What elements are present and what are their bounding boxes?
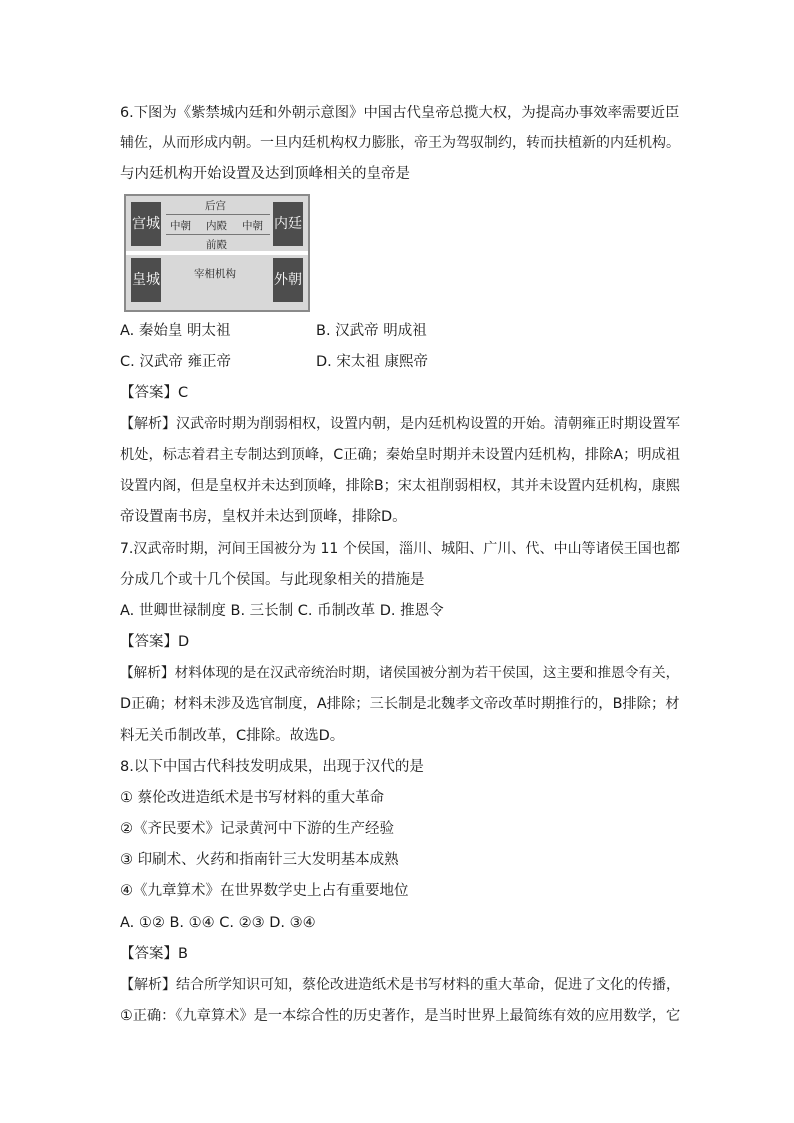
q8-analysis-line-2: ①正确：《九章算术》是一本综合性的历史著作，是当时世界上最简练有效的应用数学，它: [120, 1008, 681, 1024]
q6-option-d: D. 宋太祖 康熙帝: [316, 354, 428, 370]
q6-option-c: C. 汉武帝 雍正帝: [120, 354, 231, 370]
q7-stem-line-2: 分成几个或十几个侯国。与此现象相关的措施是: [120, 572, 425, 588]
q6-option-a: A. 秦始皇 明太祖: [120, 323, 231, 339]
q8-answer: 【答案】B: [120, 946, 188, 962]
q8-item-1: ① 蔡伦改进造纸术是书写材料的重大革命: [120, 790, 385, 806]
q6-analysis-line-3: 设置内阁，但是皇权并未达到顶峰，排除B；宋太祖削弱相权，其并未设置内廷机构，康熙: [120, 478, 680, 494]
zaixiang-label: 宰相机构: [194, 268, 236, 280]
q6-analysis-line-4: 帝设置南书房，皇权并未达到顶峰，排除D。: [120, 509, 407, 525]
zhongchao-right-label: 中朝: [242, 220, 263, 232]
diagram-rule-top: [166, 214, 270, 215]
hougong-label: 后宫: [205, 200, 226, 212]
waichao-box: 外朝: [273, 258, 303, 302]
q6-option-b: B. 汉武帝 明成祖: [316, 323, 427, 339]
q8-item-3: ③ 印刷术、火药和指南针三大发明基本成熟: [120, 852, 399, 868]
q7-answer: 【答案】D: [120, 634, 190, 650]
q6-answer: 【答案】C: [120, 385, 189, 401]
q7-stem-line-1: 7.汉武帝时期，河间王国被分为 11 个侯国，淄川、城阳、广川、代、中山等诸侯王国也都: [120, 541, 680, 557]
q6-analysis-line-1: 【解析】汉武帝时期为削弱相权，设置内朝，是内廷机构设置的开始。清朝雍正时期设置军: [120, 416, 680, 432]
qiandian-label: 前殿: [206, 239, 227, 251]
q6-stem-line-2: 辅佐，从而形成内朝。一旦内廷机构权力膨胀，帝王为驾驭制约，转而扶植新的内廷机构。: [120, 135, 680, 151]
diagram-rule-bottom: [166, 234, 270, 235]
q7-analysis-line-1: 【解析】材料体现的是在汉武帝统治时期，诸侯国被分割为若干侯国，这主要和推恩令有关，: [120, 665, 680, 681]
huangcheng-box: 皇城: [131, 258, 161, 302]
q8-item-2: ②《齐民要术》记录黄河中下游的生产经验: [120, 821, 394, 837]
gongcheng-box: 宫城: [131, 202, 161, 246]
zhongchao-left-label: 中朝: [170, 220, 191, 232]
q6-stem-line-1: 6.下图为《紫禁城内廷和外朝示意图》中国古代皇帝总揽大权，为提高办事效率需要近臣: [120, 105, 680, 121]
neidian-label: 内殿: [206, 220, 227, 232]
q8-options: A. ①② B. ①④ C. ②③ D. ③④: [120, 915, 316, 931]
q8-stem: 8.以下中国古代科技发明成果，出现于汉代的是: [120, 759, 424, 775]
forbidden-city-diagram: [124, 194, 310, 312]
q6-analysis-line-2: 机处，标志着君主专制达到顶峰，C正确；秦始皇时期并未设置内廷机构，排除A；明成祖: [120, 447, 680, 463]
q7-options: A. 世卿世禄制度 B. 三长制 C. 币制改革 D. 推恩令: [120, 603, 444, 619]
q8-item-4: ④《九章算术》在世界数学史上占有重要地位: [120, 883, 409, 899]
q8-analysis-line-1: 【解析】结合所学知识可知，蔡伦改进造纸术是书写材料的重大革命，促进了文化的传播，: [120, 977, 680, 993]
diagram-divider: [126, 251, 308, 255]
neiting-box: 内廷: [273, 202, 303, 246]
q7-analysis-line-3: 料无关币制改革，C排除。故选D。: [120, 728, 345, 744]
q7-analysis-line-2: D正确；材料未涉及选官制度，A排除；三长制是北魏孝文帝改革时期推行的，B排除；材: [120, 696, 680, 712]
q6-stem-line-3: 与内廷机构开始设置及达到顶峰相关的皇帝是: [120, 166, 410, 182]
